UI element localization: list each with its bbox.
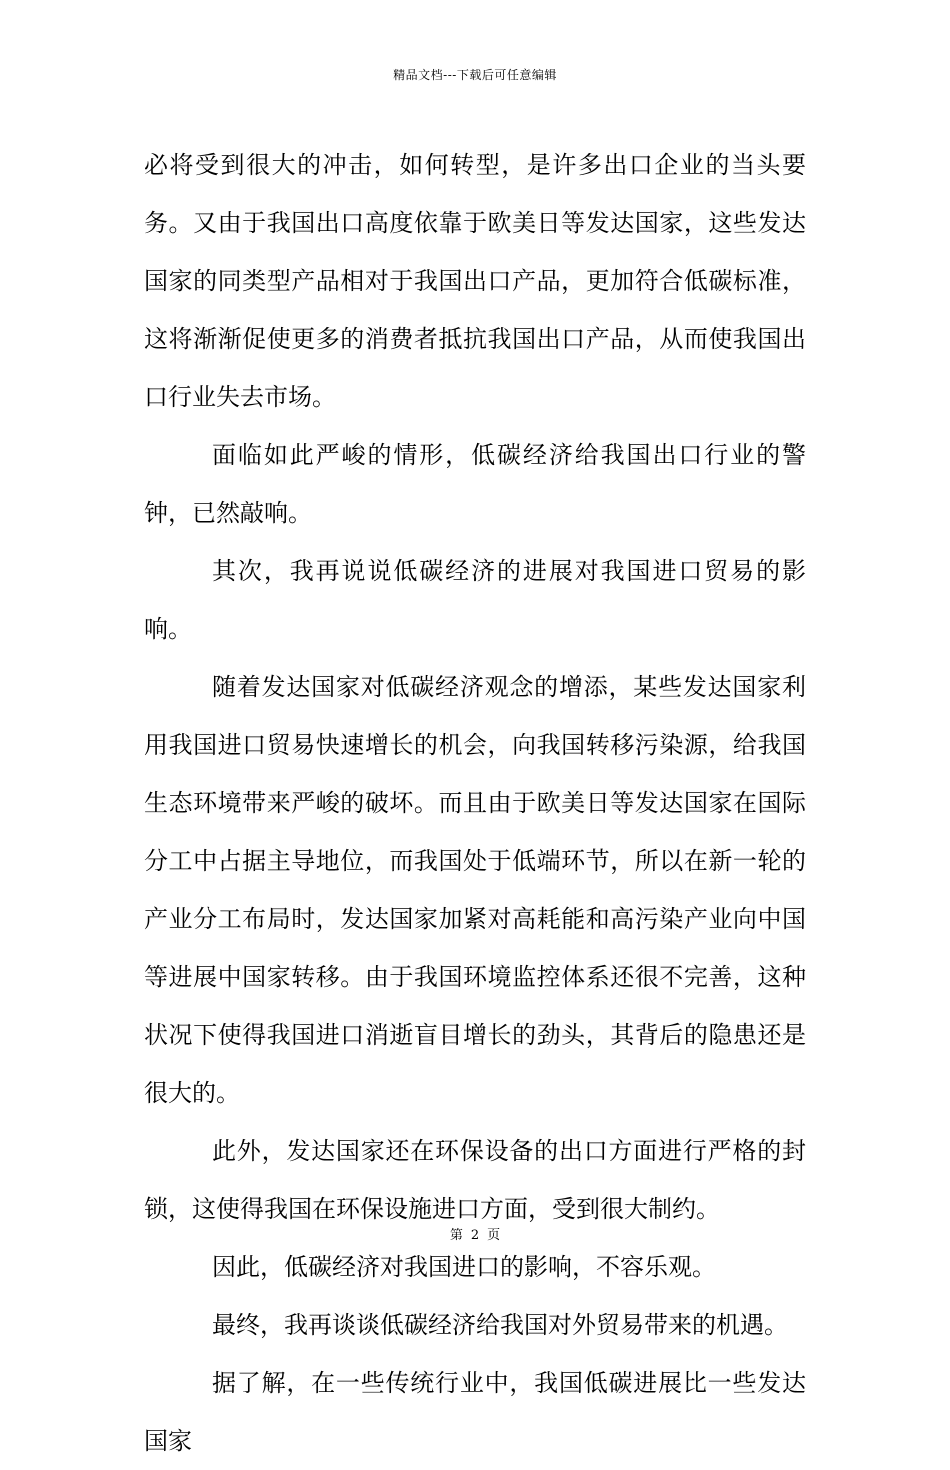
paragraph: 随着发达国家对低碳经济观念的增添，某些发达国家利用我国进口贸易快速增长的机会，向我国转移污染源，给我国生态环境带来严峻的破坏。而且由于欧美日等发达国家在国际分工中占据主导地位，而我国处于低端环节，所以在新一轮的产业分工布局时，发达国家加紧对高耗能和高污染产业向中国等进展中国家转移。由于我国环境监控体系还很不完善，这种状况下使得我国进口消逝盲目增长的劲头，其背后的隐患还是很大的。 [144,673,806,1107]
page-footer [0,1227,950,1245]
header-text: 精品文档---下载后可任意编辑 [393,68,557,82]
paragraph: 因此，低碳经济对我国进口的影响，不容乐观。 [212,1253,716,1281]
paragraph: 其次，我再说说低碳经济的进展对我国进口贸易的影响。 [144,557,806,643]
paragraph: 面临如此严峻的情形，低碳经济给我国出口行业的警钟，已然敲响。 [144,441,806,527]
paragraph: 必将受到很大的冲击，如何转型，是许多出口企业的当头要务。又由于我国出口高度依靠于欧美日等发达国家，这些发达国家的同类型产品相对于我国出口产品，更加符合低碳标准，这将渐渐促使更多的消费者抵抗我国出口产品，从而使我国出口行业失去市场。 [144,151,806,411]
page-number-suffix: 页 [487,1228,501,1243]
paragraph: 最终，我再谈谈低碳经济给我国对外贸易带来的机遇。 [212,1311,788,1339]
page-number: 2 [470,1228,480,1243]
page-header [0,67,950,83]
document-body [144,136,806,1470]
paragraph: 据了解，在一些传统行业中，我国低碳进展比一些发达国家 [144,1369,806,1455]
page-number-prefix: 第 [449,1228,463,1243]
paragraph: 此外，发达国家还在环保设备的出口方面进行严格的封锁，这使得我国在环保设施进口方面，受到很大制约。 [144,1137,806,1223]
